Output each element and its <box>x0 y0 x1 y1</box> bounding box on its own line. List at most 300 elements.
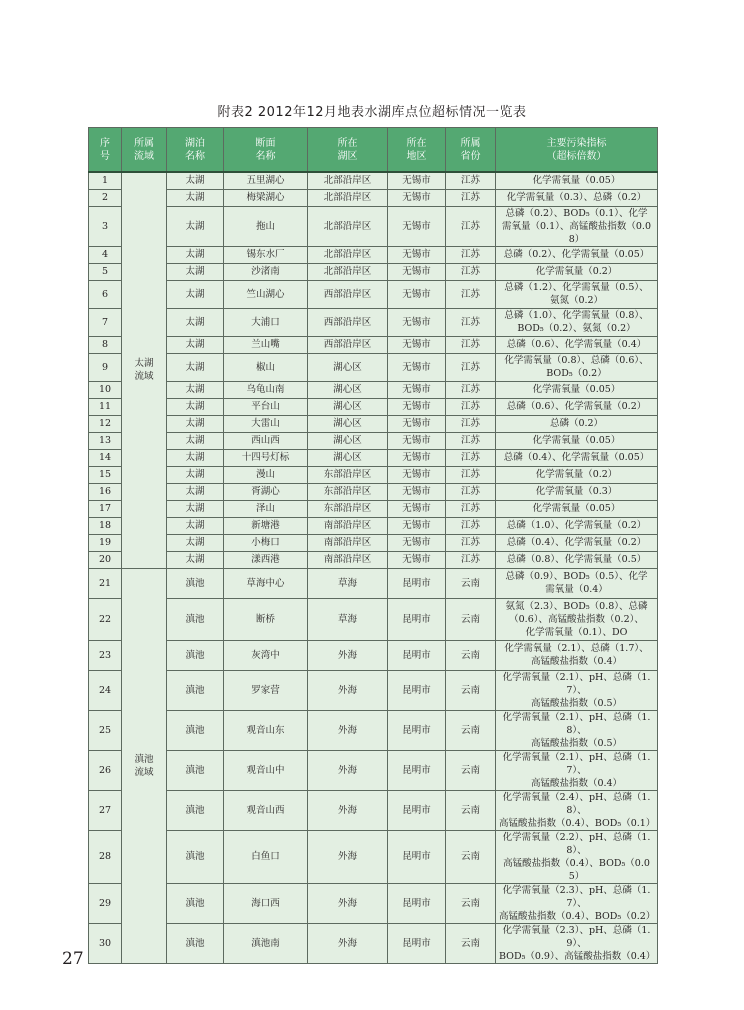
city: 无锡市 <box>388 534 446 551</box>
lake-name: 滇池 <box>167 670 224 710</box>
section-name: 草海中心 <box>224 568 308 598</box>
province: 江苏 <box>446 353 496 381</box>
section-name: 兰山嘴 <box>224 336 308 353</box>
row-number: 14 <box>89 449 122 466</box>
lake-area: 外海 <box>308 790 388 830</box>
table-title: 附表2 2012年12月地表水湖库点位超标情况一览表 <box>217 105 527 120</box>
table-row <box>89 206 658 246</box>
page-number: 27 <box>62 949 84 969</box>
lake-name: 太湖 <box>167 551 224 568</box>
city: 昆明市 <box>388 670 446 710</box>
table-row <box>89 830 658 883</box>
row-number: 26 <box>89 750 122 790</box>
city: 无锡市 <box>388 336 446 353</box>
col-header-city: 所在 地区 <box>388 128 446 173</box>
section-name: 滇池南 <box>224 923 308 963</box>
pollution-indicators <box>496 246 658 263</box>
pollution-indicators <box>496 517 658 534</box>
row-number: 5 <box>89 263 122 280</box>
province: 江苏 <box>446 206 496 246</box>
section-name: 观音山东 <box>224 710 308 750</box>
lake-area: 湖心区 <box>308 449 388 466</box>
city: 无锡市 <box>388 280 446 308</box>
province: 江苏 <box>446 449 496 466</box>
table-row <box>89 381 658 398</box>
lake-name: 滇池 <box>167 830 224 883</box>
indicator-line: 化学需氧量（2.3）、pH、总磷（1.9）、 <box>502 924 651 949</box>
lake-area: 外海 <box>308 923 388 963</box>
section-name: 大雷山 <box>224 415 308 432</box>
lake-area: 北部沿岸区 <box>308 263 388 280</box>
indicator-line: 总磷（0.9）、BOD₅（0.5）、化学 <box>505 571 648 582</box>
indicator-line: （0.6）、高锰酸盐指数（0.2）、 <box>509 613 644 625</box>
pollution-indicators <box>496 466 658 483</box>
table-row <box>89 336 658 353</box>
row-number: 16 <box>89 483 122 500</box>
section-name: 乌龟山南 <box>224 381 308 398</box>
lake-name: 太湖 <box>167 381 224 398</box>
lake-area: 草海 <box>308 598 388 640</box>
province: 江苏 <box>446 500 496 517</box>
row-number: 27 <box>89 790 122 830</box>
section-name: 灰湾中 <box>224 640 308 670</box>
col-header-lake-area: 所在 湖区 <box>308 128 388 173</box>
section-name: 大浦口 <box>224 308 308 336</box>
lake-name: 太湖 <box>167 336 224 353</box>
col-header-basin: 所属 流域 <box>122 128 167 173</box>
lake-area: 南部沿岸区 <box>308 534 388 551</box>
lake-name: 滇池 <box>167 598 224 640</box>
city: 无锡市 <box>388 500 446 517</box>
pollution-indicators <box>496 353 658 381</box>
row-number: 30 <box>89 923 122 963</box>
province: 江苏 <box>446 263 496 280</box>
row-number: 2 <box>89 189 122 206</box>
province: 云南 <box>446 883 496 923</box>
indicator-line: 化学需氧量（0.05） <box>532 384 621 395</box>
basin-name-line: 流域 <box>134 371 154 383</box>
lake-name: 滇池 <box>167 923 224 963</box>
indicator-line: 总磷（0.2） <box>549 418 604 429</box>
basin-name-line: 太湖 <box>134 358 154 370</box>
table-body <box>89 172 658 963</box>
lake-area: 外海 <box>308 710 388 750</box>
indicator-line: 高锰酸盐指数（0.4） <box>530 656 623 667</box>
table-row <box>89 432 658 449</box>
indicator-line: 化学需氧量（0.05） <box>532 435 621 446</box>
table-row <box>89 750 658 790</box>
lake-area: 湖心区 <box>308 381 388 398</box>
lake-name: 太湖 <box>167 415 224 432</box>
section-name: 胥湖心 <box>224 483 308 500</box>
row-number: 24 <box>89 670 122 710</box>
table-row <box>89 483 658 500</box>
lake-name: 滇池 <box>167 640 224 670</box>
province: 云南 <box>446 568 496 598</box>
row-number: 3 <box>89 206 122 246</box>
table-row <box>89 710 658 750</box>
table-row <box>89 466 658 483</box>
indicator-line: 化学需氧量（0.2） <box>535 266 618 277</box>
basin-name-line: 流域 <box>134 766 154 778</box>
lake-area: 北部沿岸区 <box>308 206 388 246</box>
city: 昆明市 <box>388 640 446 670</box>
pollution-indicators <box>496 551 658 568</box>
pollution-indicators <box>496 534 658 551</box>
lake-name: 太湖 <box>167 534 224 551</box>
basin-name <box>122 568 167 963</box>
indicator-line: 化学需氧量（2.4）、pH、总磷（1.8）、 <box>502 791 651 816</box>
lake-name: 滇池 <box>167 790 224 830</box>
table-row <box>89 263 658 280</box>
province: 云南 <box>446 750 496 790</box>
indicator-line: 化学需氧量（2.1）、pH、总磷（1.7）、 <box>502 751 651 776</box>
section-name: 锡东水厂 <box>224 246 308 263</box>
lake-name: 太湖 <box>167 449 224 466</box>
lake-area: 湖心区 <box>308 415 388 432</box>
section-name: 白鱼口 <box>224 830 308 883</box>
province: 江苏 <box>446 336 496 353</box>
city: 无锡市 <box>388 308 446 336</box>
indicator-line: 总磷（0.6）、化学需氧量（0.4） <box>506 339 647 350</box>
pollution-indicators <box>496 189 658 206</box>
lake-name: 太湖 <box>167 263 224 280</box>
pollution-indicators <box>496 336 658 353</box>
basin-name <box>122 172 167 568</box>
section-name: 罗家营 <box>224 670 308 710</box>
section-name: 泽山 <box>224 500 308 517</box>
city: 无锡市 <box>388 449 446 466</box>
lake-area: 湖心区 <box>308 398 388 415</box>
lake-area: 西部沿岸区 <box>308 308 388 336</box>
pollution-indicators <box>496 206 658 246</box>
city: 昆明市 <box>388 790 446 830</box>
lake-area: 外海 <box>308 640 388 670</box>
city: 无锡市 <box>388 517 446 534</box>
pollution-indicators <box>496 790 658 830</box>
table-row <box>89 280 658 308</box>
table-row <box>89 246 658 263</box>
section-name: 新塘港 <box>224 517 308 534</box>
lake-name: 太湖 <box>167 500 224 517</box>
row-number: 1 <box>89 172 122 189</box>
row-number: 12 <box>89 415 122 432</box>
province: 江苏 <box>446 381 496 398</box>
section-name: 观音山西 <box>224 790 308 830</box>
city: 昆明市 <box>388 830 446 883</box>
table-row <box>89 551 658 568</box>
province: 云南 <box>446 710 496 750</box>
city: 昆明市 <box>388 750 446 790</box>
row-number: 28 <box>89 830 122 883</box>
lake-name: 滇池 <box>167 750 224 790</box>
table-row <box>89 353 658 381</box>
indicator-line: 总磷（1.0）、化学需氧量（0.2） <box>506 520 647 531</box>
section-name: 竺山湖心 <box>224 280 308 308</box>
province: 江苏 <box>446 415 496 432</box>
indicator-line: 高锰酸盐指数（0.5） <box>530 737 623 749</box>
lake-name: 太湖 <box>167 206 224 246</box>
city: 无锡市 <box>388 432 446 449</box>
lake-area: 湖心区 <box>308 432 388 449</box>
col-header-no: 序 号 <box>89 128 122 173</box>
table-row <box>89 790 658 830</box>
lake-name: 滇池 <box>167 883 224 923</box>
indicator-line: 总磷（0.4）、化学需氧量（0.05） <box>503 452 650 463</box>
section-name: 沙渚南 <box>224 263 308 280</box>
province: 云南 <box>446 640 496 670</box>
indicator-line: 化学需氧量（0.8）、总磷（0.6）、 <box>504 355 649 366</box>
row-number: 6 <box>89 280 122 308</box>
indicator-line: 化学需氧量（2.1）、总磷（1.7）、 <box>504 643 649 654</box>
pollution-indicators <box>496 172 658 189</box>
lake-name: 太湖 <box>167 308 224 336</box>
section-name: 漾西港 <box>224 551 308 568</box>
city: 无锡市 <box>388 551 446 568</box>
indicator-line: 高锰酸盐指数（0.4）、BOD₅（0.2） <box>499 910 656 922</box>
pollution-indicators <box>496 710 658 750</box>
table-row <box>89 883 658 923</box>
section-name: 椒山 <box>224 353 308 381</box>
lake-name: 太湖 <box>167 189 224 206</box>
province: 江苏 <box>446 189 496 206</box>
province: 江苏 <box>446 308 496 336</box>
pollution-indicators <box>496 500 658 517</box>
row-number: 4 <box>89 246 122 263</box>
basin-name-line: 滇池 <box>134 753 154 765</box>
section-name: 十四号灯标 <box>224 449 308 466</box>
indicator-line: 高锰酸盐指数（0.5） <box>530 697 623 709</box>
city: 无锡市 <box>388 189 446 206</box>
province: 江苏 <box>446 551 496 568</box>
indicator-line: 化学需氧量（2.1）、pH、总磷（1.7）、 <box>502 671 651 696</box>
lake-area: 东部沿岸区 <box>308 500 388 517</box>
row-number: 18 <box>89 517 122 534</box>
indicator-line: 总磷（0.4）、化学需氧量（0.2） <box>506 537 647 548</box>
province: 云南 <box>446 598 496 640</box>
row-number: 29 <box>89 883 122 923</box>
indicator-line: 需氧量（0.4） <box>545 584 608 595</box>
row-number: 11 <box>89 398 122 415</box>
row-number: 21 <box>89 568 122 598</box>
pollution-indicators <box>496 280 658 308</box>
row-number: 25 <box>89 710 122 750</box>
province: 江苏 <box>446 246 496 263</box>
indicator-line: 化学需氧量（2.3）、pH、总磷（1.7）、 <box>502 884 651 909</box>
row-number: 13 <box>89 432 122 449</box>
lake-area: 外海 <box>308 750 388 790</box>
row-number: 10 <box>89 381 122 398</box>
lake-name: 滇池 <box>167 568 224 598</box>
indicator-line: 化学需氧量（0.3） <box>535 486 618 497</box>
city: 无锡市 <box>388 381 446 398</box>
city: 昆明市 <box>388 598 446 640</box>
pollution-indicators <box>496 830 658 883</box>
indicator-line: 总磷（0.8）、化学需氧量（0.5） <box>506 554 647 565</box>
province: 云南 <box>446 670 496 710</box>
lake-name: 太湖 <box>167 517 224 534</box>
table-row <box>89 923 658 963</box>
lake-name: 太湖 <box>167 466 224 483</box>
province: 江苏 <box>446 517 496 534</box>
row-number: 19 <box>89 534 122 551</box>
lake-name: 太湖 <box>167 280 224 308</box>
section-name: 梅梁湖心 <box>224 189 308 206</box>
province: 江苏 <box>446 483 496 500</box>
pollution-indicators <box>496 598 658 640</box>
pollution-indicators <box>496 670 658 710</box>
pollution-indicators <box>496 483 658 500</box>
province: 云南 <box>446 830 496 883</box>
lake-area: 北部沿岸区 <box>308 172 388 189</box>
indicator-line: 总磷（1.2）、化学需氧量（0.5）、 <box>504 282 649 293</box>
pollution-indicators <box>496 568 658 598</box>
indicator-line: 总磷（0.2）、BOD₅（0.1）、化学 <box>505 207 648 219</box>
lake-area: 西部沿岸区 <box>308 280 388 308</box>
pollution-indicators <box>496 398 658 415</box>
pollution-indicators <box>496 923 658 963</box>
lake-name: 太湖 <box>167 246 224 263</box>
indicator-line: 化学需氧量（0.05） <box>532 503 621 514</box>
col-header-section: 断面 名称 <box>224 128 308 173</box>
city: 无锡市 <box>388 415 446 432</box>
city: 无锡市 <box>388 246 446 263</box>
pollution-indicators <box>496 381 658 398</box>
lake-area: 西部沿岸区 <box>308 336 388 353</box>
table-row <box>89 398 658 415</box>
indicator-line: BOD₅（0.2） <box>546 368 607 379</box>
table-row <box>89 172 658 189</box>
lake-area: 南部沿岸区 <box>308 517 388 534</box>
city: 无锡市 <box>388 466 446 483</box>
province: 江苏 <box>446 466 496 483</box>
lake-name: 太湖 <box>167 483 224 500</box>
city: 昆明市 <box>388 923 446 963</box>
section-name: 西山西 <box>224 432 308 449</box>
province: 江苏 <box>446 280 496 308</box>
indicator-line: 化学需氧量（2.2）、pH、总磷（1.8）、 <box>502 831 651 856</box>
indicator-line: 化学需氧量（0.2） <box>535 469 618 480</box>
section-name: 拖山 <box>224 206 308 246</box>
indicator-line: 化学需氧量（0.1）、DO <box>525 626 628 638</box>
indicator-line: 高锰酸盐指数（0.4）、BOD₅（0.1） <box>499 817 656 829</box>
lake-area: 北部沿岸区 <box>308 189 388 206</box>
col-header-indicators: 主要污染指标 （超标倍数） <box>496 128 658 173</box>
city: 无锡市 <box>388 206 446 246</box>
row-number: 20 <box>89 551 122 568</box>
table-row <box>89 500 658 517</box>
section-name: 小梅口 <box>224 534 308 551</box>
pollution-indicators <box>496 449 658 466</box>
pollution-indicators <box>496 750 658 790</box>
lake-name: 太湖 <box>167 172 224 189</box>
indicator-line: 氨氮（2.3）、BOD₅（0.8）、总磷 <box>505 600 648 612</box>
header-row <box>89 128 658 173</box>
lake-area: 北部沿岸区 <box>308 246 388 263</box>
province: 江苏 <box>446 534 496 551</box>
indicator-line: 化学需氧量（0.3）、总磷（0.2） <box>506 192 647 203</box>
section-name: 断桥 <box>224 598 308 640</box>
indicator-line: 化学需氧量（0.05） <box>532 175 621 187</box>
city: 无锡市 <box>388 353 446 381</box>
city: 无锡市 <box>388 398 446 415</box>
lake-area: 外海 <box>308 830 388 883</box>
col-header-province: 所属 省份 <box>446 128 496 173</box>
table-row <box>89 568 658 598</box>
pollution-indicators <box>496 883 658 923</box>
row-number: 17 <box>89 500 122 517</box>
province: 云南 <box>446 923 496 963</box>
city: 昆明市 <box>388 568 446 598</box>
city: 无锡市 <box>388 263 446 280</box>
pollution-indicators <box>496 640 658 670</box>
table-row <box>89 598 658 640</box>
pollution-indicators <box>496 432 658 449</box>
row-number: 23 <box>89 640 122 670</box>
pollution-indicators <box>496 308 658 336</box>
province: 云南 <box>446 790 496 830</box>
lake-area: 南部沿岸区 <box>308 551 388 568</box>
lake-name: 太湖 <box>167 432 224 449</box>
city: 昆明市 <box>388 710 446 750</box>
indicator-line: 总磷（0.2）、化学需氧量（0.05） <box>503 249 650 260</box>
indicator-line: 高锰酸盐指数（0.4） <box>530 777 623 789</box>
section-name: 平台山 <box>224 398 308 415</box>
lake-area: 外海 <box>308 670 388 710</box>
exceedance-table <box>88 127 658 964</box>
province: 江苏 <box>446 172 496 189</box>
section-name: 漫山 <box>224 466 308 483</box>
table-row <box>89 640 658 670</box>
row-number: 7 <box>89 308 122 336</box>
col-header-lake: 湖泊 名称 <box>167 128 224 173</box>
row-number: 8 <box>89 336 122 353</box>
section-name: 五里湖心 <box>224 172 308 189</box>
table-row <box>89 189 658 206</box>
pollution-indicators <box>496 263 658 280</box>
indicator-line: 总磷（1.0）、化学需氧量（0.8）、 <box>504 310 649 321</box>
table-row <box>89 517 658 534</box>
row-number: 22 <box>89 598 122 640</box>
table-row <box>89 670 658 710</box>
lake-name: 滇池 <box>167 710 224 750</box>
indicator-line: 需氧量（0.1）、高锰酸盐指数（0.08） <box>502 220 651 245</box>
indicator-line: 高锰酸盐指数（0.4）、BOD₅（0.05） <box>503 857 650 882</box>
lake-area: 东部沿岸区 <box>308 483 388 500</box>
city: 无锡市 <box>388 483 446 500</box>
section-name: 观音山中 <box>224 750 308 790</box>
section-name: 海口西 <box>224 883 308 923</box>
lake-name: 太湖 <box>167 353 224 381</box>
city: 无锡市 <box>388 172 446 189</box>
table-row <box>89 449 658 466</box>
lake-name: 太湖 <box>167 398 224 415</box>
province: 江苏 <box>446 398 496 415</box>
indicator-line: 氨氮（0.2） <box>549 295 604 306</box>
row-number: 15 <box>89 466 122 483</box>
lake-area: 草海 <box>308 568 388 598</box>
indicator-line: BOD₅（0.2）、氨氮（0.2） <box>517 323 636 334</box>
pollution-indicators <box>496 415 658 432</box>
province: 江苏 <box>446 432 496 449</box>
lake-area: 东部沿岸区 <box>308 466 388 483</box>
table-row <box>89 534 658 551</box>
indicator-line: BOD₅（0.9）、高锰酸盐指数（0.4） <box>499 950 656 962</box>
lake-area: 外海 <box>308 883 388 923</box>
indicator-line: 总磷（0.6）、化学需氧量（0.2） <box>506 401 647 412</box>
indicator-line: 化学需氧量（2.1）、pH、总磷（1.8）、 <box>502 711 651 736</box>
table-row <box>89 415 658 432</box>
